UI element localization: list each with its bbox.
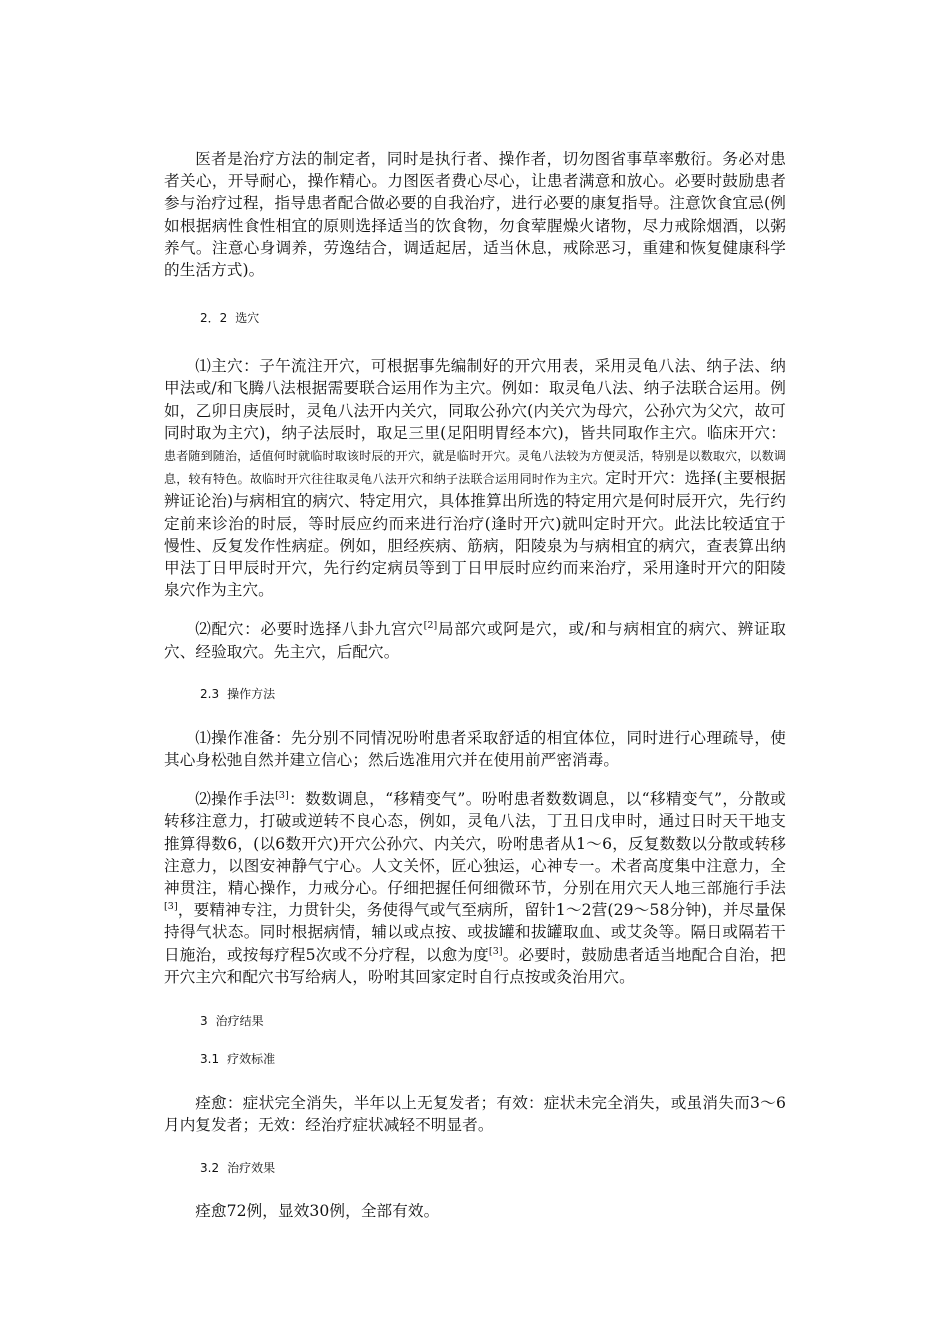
citation-ref-3: [3] bbox=[164, 901, 178, 913]
section-number: 3.2 bbox=[200, 1160, 220, 1175]
section-number: 3.1 bbox=[200, 1052, 220, 1067]
section-title: 治疗效果 bbox=[227, 1160, 276, 1175]
timed-open-points-text: 定时开穴：选择(主要根据辨证论治)与病相宜的病穴、特定用穴，具体推算出所选的特定用穴是何时辰开穴，先行约定前来诊治的时辰，等时辰应约而来进行治疗(逢时开穴)就叫定时开穴。此法比较适宜于慢性、反复发作性病症。例如，胆经疾病、筋病，阳陵泉为与病相宜的病穴，查表算出纳甲法丁日甲辰时开穴，先行约定病员等到丁日甲辰时应约而来治疗，采用逢时开穴的阳陵泉穴作为主穴。 bbox=[164, 469, 786, 600]
section-number: 2.3 bbox=[200, 686, 220, 701]
technique-text-1: ：数数调息，“移精变气”。吩咐患者数数调息，以“移精变气”，分散或转移注意力，打破或逆转不良心态，例如，灵龟八法，丁丑日戊申时，通过日时天干地支推算得数6，(以6数开穴)开穴公孙穴、内关穴，吩咐患者从1～6，反复数数以分散或转移注意力，以图安神静气宁心。人文关怀，匠心独运，心神专一。术者高度集中注意力，全神贯注，精心操作，力戒分心。仔细把握任何细微环节，分别在用穴天人地三部施行手法 bbox=[164, 790, 786, 898]
section-heading-3 bbox=[164, 1011, 786, 1031]
section-heading-3-1 bbox=[164, 1049, 786, 1069]
paragraph-treatment-results: 痊愈72例，显效30例，全部有效。 bbox=[195, 1201, 440, 1220]
citation-ref-3: [3] bbox=[275, 790, 289, 802]
section-title: 治疗结果 bbox=[215, 1014, 264, 1029]
section-heading-3-2 bbox=[164, 1158, 786, 1178]
section-number: 2．2 bbox=[200, 311, 228, 326]
technique-text-3: 。必要时，鼓励患者适当地配合自治，把开穴主穴和配穴书写给病人，吩咐其回家定时自行点按或灸治用穴。 bbox=[164, 945, 786, 986]
citation-ref-2: [2] bbox=[423, 620, 438, 632]
technique-text-2: ，要精神专注，力贯针尖，务使得气或气至病所，留针1～2营(29～58分钟)，并尽量保持得气状态。同时根据病情，辅以或点按、或拔罐和拔罐取血、或艾灸等。隔日或隔若干日施治，或按每疗程5次或不分疗程，以愈为度 bbox=[164, 901, 786, 964]
main-points-text: ⑴主穴：子午流注开穴，可根据事先编制好的开穴用表，采用灵龟八法、纳子法、纳甲法或/和飞腾八法根据需要联合运用作为主穴。例如：取灵龟八法、纳子法联合运用。例如，乙卯日庚辰时，灵龟八法开内关穴，同取公孙穴(内关穴为母穴，公孙穴为父穴，故可同时取为主穴)，纳子法辰时，取足三里(足阳明胃经本穴)，皆共同取作主穴。临床开穴： bbox=[164, 357, 786, 442]
paragraph-matching-points bbox=[164, 618, 786, 662]
section-number: 3 bbox=[200, 1014, 208, 1029]
paragraph-doctor-role: 医者是治疗方法的制定者，同时是执行者、操作者，切勿图省事草率敷衍。务必对患者关心，开导耐心，操作精心。力图医者费心尽心，让患者满意和放心。必要时鼓励患者参与治疗过程，指导患者配合做必要的自我治疗，进行必要的康复指导。注意饮食宜忌(例如根据病性食性相宜的原则选择适当的饮食物，勿食荤腥燥火诸物，尽力戒除烟酒，以粥养气。注意心身调养，劳逸结合，调适起居，适当休息，戒除恶习，重建和恢复健康科学的生活方式)。 bbox=[164, 150, 786, 280]
paragraph-operation-prep: ⑴操作准备：先分别不同情况吩咐患者采取舒适的相宜体位，同时进行心理疏导，使其心身松弛自然并建立信心；然后选准用穴并在使用前严密消毒。 bbox=[164, 728, 786, 770]
paragraph-efficacy-criteria: 痊愈：症状完全消失，半年以上无复发者；有效：症状未完全消失，或虽消失而3～6月内复发者；无效：经治疗症状减轻不明显者。 bbox=[164, 1094, 786, 1135]
section-title: 操作方法 bbox=[227, 686, 276, 701]
clinical-open-points-text: 患者随到随治，适值何时就临时取该时辰的开穴，就是临时开穴。灵龟八法较为方便灵活，特别是以数取穴，以数调息，较有特色。故临时开穴往往取灵龟八法开穴和纳子法联合运用同时作为主穴。 bbox=[164, 449, 786, 487]
paragraph-main-points bbox=[164, 355, 786, 601]
technique-lead: ⑵操作手法 bbox=[195, 790, 276, 809]
paragraph-operation-technique bbox=[164, 788, 786, 988]
matching-points-lead: ⑵配穴：必要时选择八卦九宫穴 bbox=[195, 620, 424, 639]
section-heading-2-2 bbox=[164, 308, 786, 328]
section-heading-2-3 bbox=[164, 684, 786, 704]
matching-points-text: 局部穴或阿是穴，或/和与病相宜的病穴、辨证取穴、经验取穴。先主穴，后配穴。 bbox=[164, 620, 786, 661]
citation-ref-3: [3] bbox=[488, 945, 503, 957]
section-title: 疗效标准 bbox=[227, 1052, 276, 1067]
section-title: 选穴 bbox=[235, 311, 260, 326]
document-body bbox=[164, 148, 786, 1222]
